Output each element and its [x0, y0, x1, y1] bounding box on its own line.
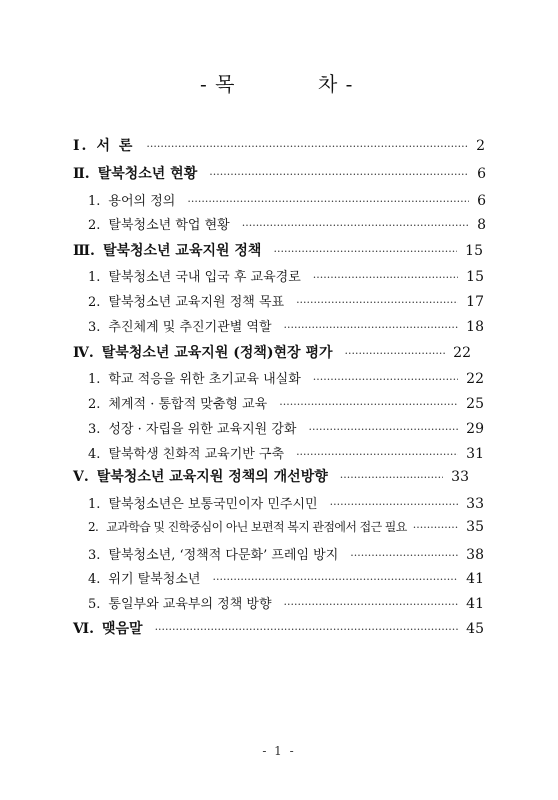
toc-entry-number: 3. [88, 548, 101, 563]
toc-entry-number: 2. [88, 218, 101, 233]
toc-entry-label: 탈북청소년 교육지원 정책 [102, 243, 262, 259]
toc-entry-page: 17 [466, 294, 484, 310]
toc-entry[interactable] [73, 135, 485, 155]
toc-entry[interactable] [88, 190, 486, 209]
toc-entry-page: 22 [466, 371, 484, 387]
toc-entry-page: 35 [466, 519, 484, 535]
toc-entry-label: 추진체계 및 추진기관별 역할 [108, 320, 272, 335]
dot-leader [330, 498, 459, 511]
toc-entry-page: 38 [466, 547, 484, 563]
toc-entry-number: 1. [88, 194, 101, 209]
dot-leader [212, 573, 458, 586]
toc-entry-page: 29 [466, 421, 484, 437]
toc-entry[interactable] [88, 418, 484, 437]
toc-entry-label: 학교 적응을 위한 초기교육 내실화 [108, 372, 301, 387]
toc-entry-label: 탈북학생 친화적 교육기반 구축 [108, 447, 285, 462]
toc-entry[interactable] [73, 342, 471, 362]
toc-entry[interactable] [88, 393, 484, 412]
toc-entry-label: 탈북청소년 현황 [97, 166, 198, 182]
toc-entry-label: 탈북청소년은 보통국민이자 민주시민 [108, 497, 318, 512]
toc-entry-label: 맺음말 [101, 621, 143, 637]
toc-entry[interactable] [88, 443, 484, 462]
toc-entry-number: 1. [88, 497, 101, 512]
toc-entry-label: 탈북청소년 교육지원 정책 목표 [108, 295, 285, 310]
toc-entry-number: 2. [88, 397, 101, 412]
toc-entry-label: 통일부와 교육부의 정책 방향 [108, 597, 272, 612]
dot-leader [313, 271, 458, 284]
dot-leader [155, 623, 459, 636]
toc-entry[interactable] [88, 593, 484, 612]
dot-leader [308, 423, 458, 436]
toc-entry-number: Ⅱ. [73, 166, 90, 182]
toc-entry-label: 성장 · 자립을 위한 교육지원 강화 [108, 422, 297, 437]
dot-leader [187, 195, 469, 208]
toc-entry-number: 1. [88, 270, 101, 285]
dot-leader [345, 347, 446, 360]
dot-leader [413, 521, 458, 534]
toc-entry-label: 탈북청소년 교육지원 (정책)현장 평가 [101, 345, 333, 361]
page-number: - 1 - [262, 744, 296, 758]
toc-entry-page: 25 [466, 396, 484, 412]
toc-entry-page: 6 [477, 166, 486, 182]
toc-entry-page: 8 [477, 217, 486, 233]
toc-entry-page: 31 [466, 446, 484, 462]
toc-entry-number: 2. [88, 295, 101, 310]
toc-entry-label: 탈북청소년 학업 현황 [108, 218, 230, 233]
toc-entry[interactable] [88, 368, 484, 387]
dot-leader [284, 598, 459, 611]
dot-leader [296, 296, 458, 309]
toc-entry[interactable] [88, 291, 484, 310]
toc-entry[interactable] [88, 316, 484, 335]
toc-entry-label: 탈북청소년 교육지원 정책의 개선방향 [96, 469, 328, 485]
dot-leader [242, 219, 469, 232]
toc-entry-page: 2 [476, 138, 485, 154]
toc-entry[interactable] [73, 240, 483, 260]
toc-entry-label: 용어의 정의 [108, 194, 176, 209]
toc-entry-number: Ⅰ. [73, 138, 89, 154]
toc-entry-page: 45 [466, 621, 484, 637]
toc-title-right: 차 - [318, 72, 354, 96]
toc-entry-label: 탈북청소년 국내 입국 후 교육경로 [108, 270, 301, 285]
toc-entry[interactable] [73, 618, 484, 638]
toc-entry-page: 15 [465, 243, 483, 259]
toc-entry-number: 3. [88, 320, 101, 335]
toc-entry[interactable] [73, 466, 469, 486]
toc-entry-number: Ⅴ. [73, 469, 89, 485]
toc-entry-number: Ⅵ. [73, 621, 94, 637]
toc-entry-page: 18 [466, 319, 484, 335]
toc-entry-label: 위기 탈북청소년 [108, 572, 201, 587]
dot-leader [209, 168, 469, 181]
toc-entry-number: Ⅲ. [73, 243, 95, 259]
toc-entry-label: 교과학습 및 진학중심이 아닌 보편적 복지 관점에서 접근 필요 [106, 520, 407, 534]
toc-entry-label: 서 론 [96, 138, 135, 154]
toc-entry-number: Ⅳ. [73, 345, 94, 361]
toc-entry-label: 체계적 · 통합적 맞춤형 교육 [108, 397, 268, 412]
toc-entry[interactable] [88, 266, 484, 285]
toc-entry-page: 6 [477, 193, 486, 209]
dot-leader [340, 471, 443, 484]
toc-entry[interactable] [88, 214, 486, 233]
toc-entry[interactable] [88, 568, 484, 587]
toc-entry-page: 15 [466, 269, 484, 285]
toc-entry[interactable] [88, 493, 484, 512]
toc-entry-page: 41 [466, 596, 484, 612]
dot-leader [284, 321, 459, 334]
toc-entry-number: 5. [88, 597, 101, 612]
toc-entry-number: 3. [88, 422, 101, 437]
toc-entry[interactable] [88, 518, 484, 535]
toc-entry-number: 4. [88, 447, 101, 462]
toc-entry-number: 4. [88, 572, 101, 587]
toc-entry-page: 41 [466, 571, 484, 587]
toc-entry-number: 1. [88, 372, 101, 387]
toc-entry-page: 33 [451, 469, 469, 485]
toc-entry-number: 2. [88, 520, 99, 534]
toc-entry[interactable] [73, 163, 486, 183]
toc-entry-label: 탈북청소년, ‘정책적 다문화’ 프레임 방지 [108, 548, 339, 563]
dot-leader [296, 448, 458, 461]
dot-leader [273, 245, 457, 258]
dot-leader [146, 140, 468, 153]
toc-title-left: - 목 [200, 72, 236, 96]
toc-title [0, 68, 558, 98]
dot-leader [313, 373, 458, 386]
dot-leader [279, 398, 458, 411]
dot-leader [350, 549, 458, 562]
toc-entry[interactable] [88, 544, 484, 563]
toc-entry-page: 33 [466, 496, 484, 512]
toc-entry-page: 22 [453, 345, 471, 361]
